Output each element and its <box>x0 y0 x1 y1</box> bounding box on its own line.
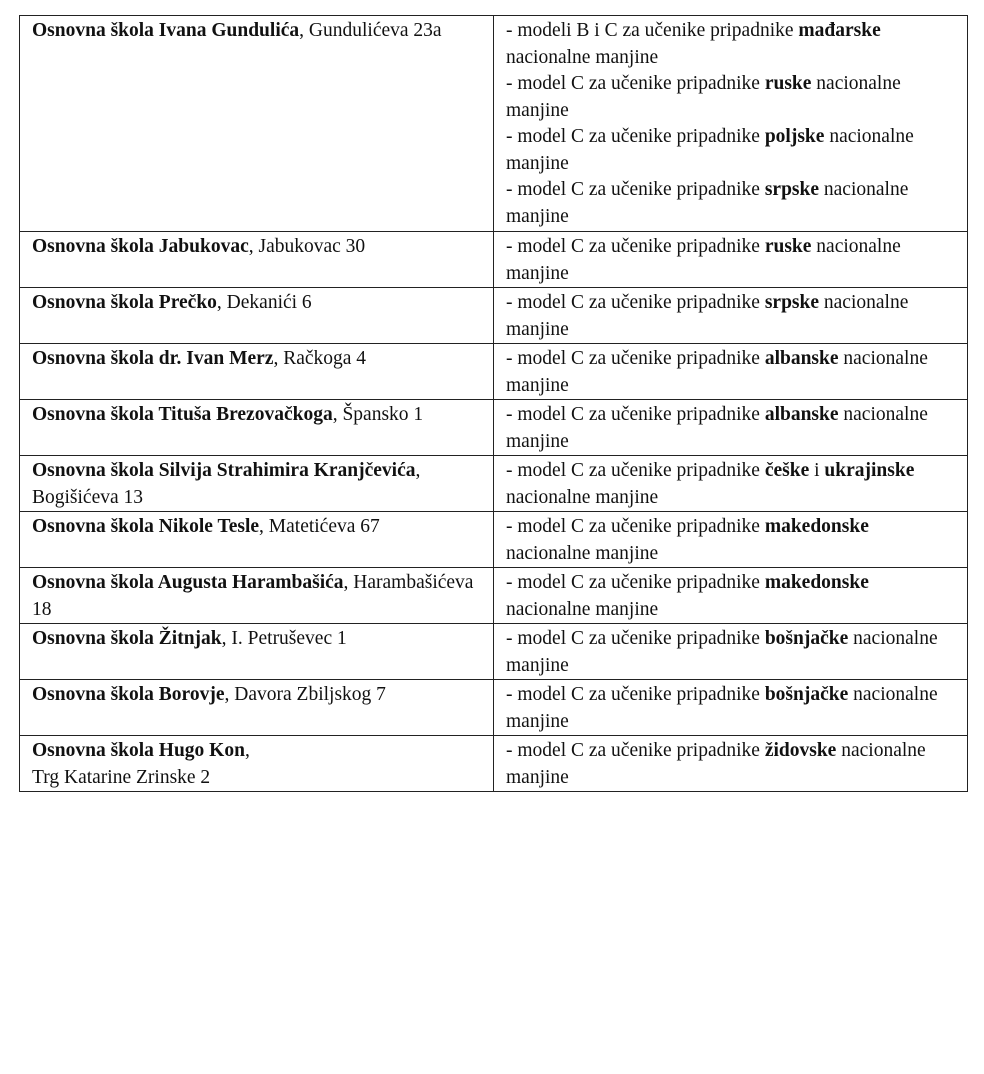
model-suffix: nacionalne manjine <box>506 404 928 452</box>
school-cell <box>20 400 494 456</box>
models-cell <box>494 736 968 792</box>
school-name: Osnovna škola Prečko <box>32 292 217 313</box>
school-address: , Davora Zbiljskog 7 <box>224 684 386 705</box>
model-line <box>506 682 957 735</box>
school-address: , Matetićeva 67 <box>259 516 380 537</box>
model-line <box>506 626 957 679</box>
school-name: Osnovna škola Tituša Brezovačkoga <box>32 404 333 425</box>
minority-name: makedonske <box>764 516 869 537</box>
table-row <box>20 288 968 344</box>
model-conjunction: i <box>809 460 825 481</box>
school-address: , Špansko 1 <box>332 404 424 425</box>
model-suffix: nacionalne manjine <box>506 542 659 564</box>
model-suffix: nacionalne manjine <box>506 126 914 174</box>
models-cell <box>494 456 968 512</box>
minority-name: ukrajinske <box>824 460 915 481</box>
minority-name: ruske <box>764 236 812 257</box>
school-name: Osnovna škola Ivana Gundulića <box>32 20 300 41</box>
model-line <box>506 738 957 791</box>
table-row <box>20 568 968 624</box>
models-cell <box>494 232 968 288</box>
minority-name: bošnjačke <box>764 684 849 705</box>
school-cell <box>20 568 494 624</box>
school-address: , Račkoga 4 <box>273 348 367 369</box>
models-cell <box>494 568 968 624</box>
model-prefix: - model C za učenike pripadnike <box>506 179 765 200</box>
model-prefix: - model C za učenike pripadnike <box>506 236 765 257</box>
model-prefix: - model C za učenike pripadnike <box>506 516 765 537</box>
school-cell <box>20 456 494 512</box>
school-name: Osnovna škola dr. Ivan Merz <box>32 348 274 369</box>
model-suffix: nacionalne manjine <box>506 46 659 68</box>
model-prefix: - model C za učenike pripadnike <box>506 684 765 705</box>
school-address: , Bogišićeva 13 <box>32 460 421 508</box>
model-prefix: - model C za učenike pripadnike <box>506 292 765 313</box>
school-name: Osnovna škola Borovje <box>32 684 225 705</box>
models-cell <box>494 512 968 568</box>
school-address: , Jabukovac 30 <box>248 236 366 257</box>
model-suffix: nacionalne manjine <box>506 598 659 620</box>
model-line <box>506 570 957 623</box>
school-address: , Dekanići 6 <box>216 292 312 313</box>
minority-name: češke <box>764 460 810 481</box>
model-line <box>506 514 957 567</box>
schools-table <box>19 15 968 792</box>
minority-name: poljske <box>764 126 825 147</box>
minority-name: makedonske <box>764 572 869 593</box>
model-line <box>506 177 957 230</box>
school-address: , Gundulićeva 23a <box>299 20 442 41</box>
model-prefix: - modeli B i C za učenike pripadnike <box>506 20 799 41</box>
minority-name: albanske <box>764 404 839 425</box>
model-line <box>506 458 957 511</box>
model-prefix: - model C za učenike pripadnike <box>506 73 765 94</box>
school-cell <box>20 344 494 400</box>
model-line <box>506 18 957 71</box>
models-cell <box>494 16 968 232</box>
school-address: , I. Petruševec 1 <box>221 628 347 649</box>
minority-name: srpske <box>764 292 820 313</box>
table-row <box>20 400 968 456</box>
table-row <box>20 512 968 568</box>
model-line <box>506 290 957 343</box>
school-name: Osnovna škola Jabukovac <box>32 236 249 257</box>
model-suffix: nacionalne manjine <box>506 628 938 676</box>
minority-name: židovske <box>764 740 837 761</box>
models-cell <box>494 624 968 680</box>
school-name: Osnovna škola Hugo Kon <box>32 740 245 761</box>
table-row <box>20 456 968 512</box>
school-address: , Trg Katarine Zrinske 2 <box>32 740 250 788</box>
minority-name: albanske <box>764 348 839 369</box>
model-prefix: - model C za učenike pripadnike <box>506 404 765 425</box>
models-cell <box>494 288 968 344</box>
school-cell <box>20 736 494 792</box>
models-cell <box>494 400 968 456</box>
model-prefix: - model C za učenike pripadnike <box>506 348 765 369</box>
minority-name: srpske <box>764 179 820 200</box>
model-prefix: - model C za učenike pripadnike <box>506 740 765 761</box>
model-suffix: nacionalne manjine <box>506 486 659 508</box>
model-line <box>506 124 957 177</box>
school-name: Osnovna škola Nikole Tesle <box>32 516 260 537</box>
minority-name: ruske <box>764 73 812 94</box>
table-row <box>20 624 968 680</box>
table-row <box>20 680 968 736</box>
school-cell <box>20 512 494 568</box>
table-row <box>20 344 968 400</box>
model-suffix: nacionalne manjine <box>506 684 938 732</box>
model-line <box>506 402 957 455</box>
model-line <box>506 234 957 287</box>
school-cell <box>20 16 494 232</box>
school-cell <box>20 680 494 736</box>
model-prefix: - model C za učenike pripadnike <box>506 126 765 147</box>
model-prefix: - model C za učenike pripadnike <box>506 572 765 593</box>
model-suffix: nacionalne manjine <box>506 179 909 227</box>
school-address: , Harambašićeva 18 <box>32 572 474 620</box>
model-line <box>506 346 957 399</box>
model-suffix: nacionalne manjine <box>506 348 928 396</box>
school-cell <box>20 288 494 344</box>
school-name: Osnovna škola Augusta Harambašića <box>32 572 344 593</box>
minority-name: mađarske <box>798 20 881 41</box>
models-cell <box>494 344 968 400</box>
models-cell <box>494 680 968 736</box>
model-prefix: - model C za učenike pripadnike <box>506 628 765 649</box>
school-name: Osnovna škola Silvija Strahimira Kranjčevića <box>32 460 416 481</box>
model-line <box>506 71 957 124</box>
model-prefix: - model C za učenike pripadnike <box>506 460 765 481</box>
table-row <box>20 232 968 288</box>
school-cell <box>20 232 494 288</box>
model-suffix: nacionalne manjine <box>506 740 926 788</box>
table-row <box>20 736 968 792</box>
model-suffix: nacionalne manjine <box>506 292 909 340</box>
school-cell <box>20 624 494 680</box>
model-suffix: nacionalne manjine <box>506 73 901 121</box>
model-suffix: nacionalne manjine <box>506 236 901 284</box>
table-row <box>20 16 968 232</box>
school-name: Osnovna škola Žitnjak <box>32 628 222 649</box>
minority-name: bošnjačke <box>764 628 849 649</box>
